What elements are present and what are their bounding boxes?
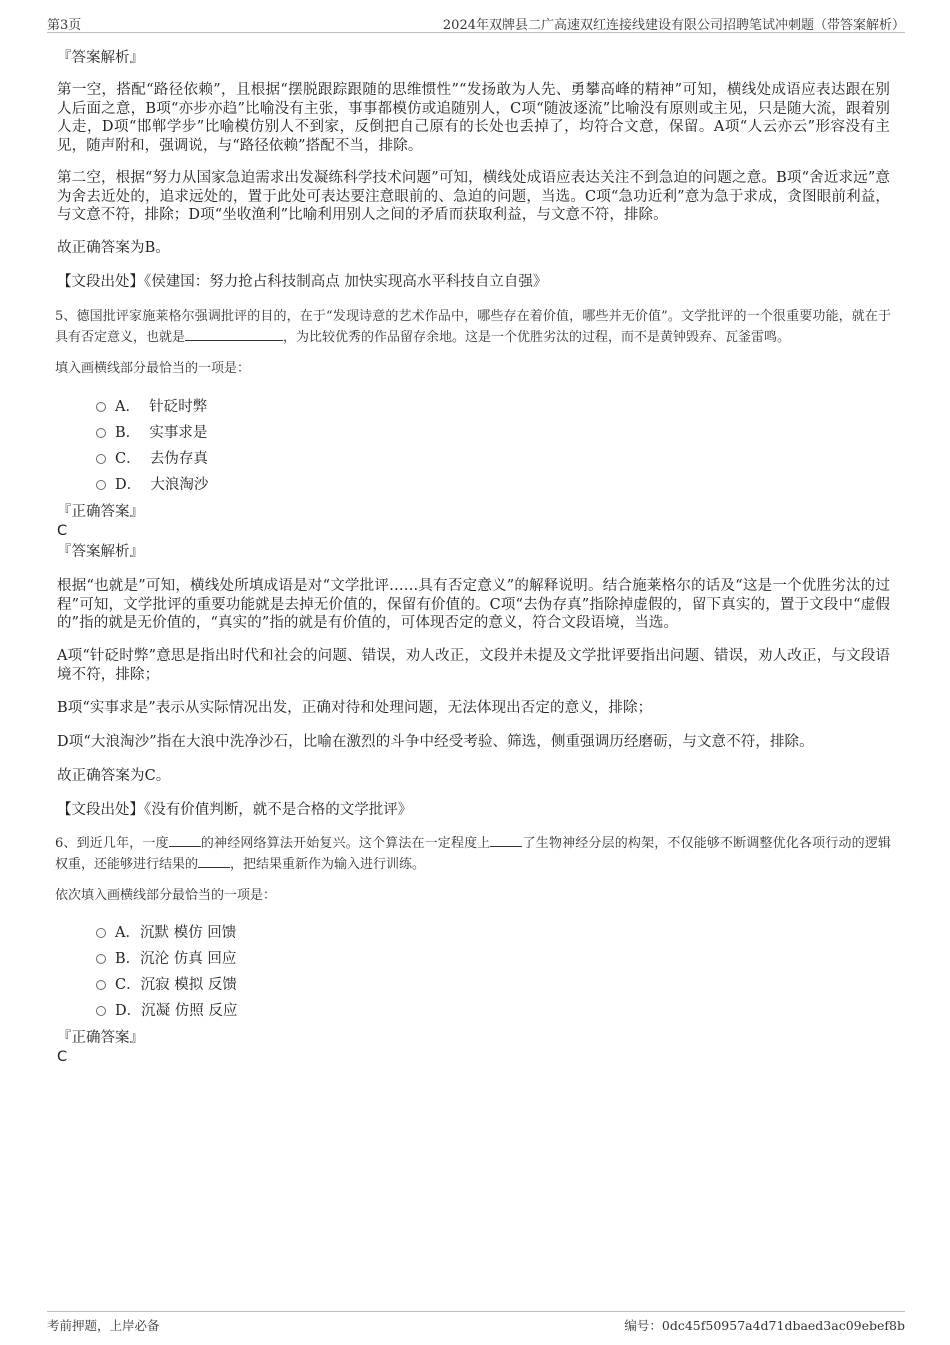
q5-answer: C — [57, 523, 68, 539]
footer-slogan: 考前押题，上岸必备 — [47, 1318, 160, 1333]
q5-stem-part-1: 5、德国批评家施莱格尔强调批评的目的，在于“发现诗意的艺术作品中，哪些存在着价值，哪些并无价值”。文学批评的一个很重要功能，就在于具有否定意义，也就是 — [55, 309, 891, 345]
q4-source: 【文段出处】《侯建国：努力抢占科技制高点 加快实现高水平科技自立自强》 — [57, 274, 548, 290]
q5-option-c[interactable]: C． 去伪存真 — [96, 450, 208, 468]
q6-option-d[interactable]: D．沉凝 仿照 反应 — [96, 1002, 237, 1020]
q6-instruction: 依次填入画横线部分最恰当的一项是： — [55, 888, 277, 903]
q6-stem — [55, 834, 891, 876]
q5-analysis-para-3: B项“实事求是”表示从实际情况出发，正确对待和处理问题，无法体现出否定的意义，排除； — [57, 700, 653, 716]
radio-icon[interactable] — [96, 402, 106, 412]
radio-icon[interactable] — [96, 480, 106, 490]
document-title: 2024年双牌县二广高速双红连接线建设有限公司招聘笔试冲刺题（带答案解析） — [442, 18, 905, 33]
q4-analysis-label: 『答案解析』 — [57, 50, 144, 66]
q5-blank — [185, 328, 283, 341]
q5-analysis-para-4: D项“大浪淘沙”指在大浪中洗净沙石，比喻在激烈的斗争中经受考验、筛选，侧重强调历经磨砺，与文意不符，排除。 — [57, 734, 814, 750]
q5-option-d[interactable]: D． 大浪淘沙 — [96, 476, 208, 494]
q5-stem — [55, 307, 891, 349]
q4-analysis-para-2: 第二空，根据“努力从国家急迫需求出发凝练科学技术问题”可知，横线处成语应表达关注不到急迫的问题之意。B项“舍近求远”意为舍去近处的，追求远处的，置于此处可表达要注意眼前的、急迫的问题，当选。C项“急功近利”意为急于求成，贪图眼前利益，与文意不符，排除；D项“坐收渔利”比喻利用别人之间的矛盾而获取利益，与文意不符，排除。 — [57, 170, 890, 224]
q6-blank-3 — [198, 855, 230, 868]
radio-icon[interactable] — [96, 954, 106, 964]
q5-analysis-para-1: 根据“也就是”可知，横线处所填成语是对“文学批评……具有否定意义”的解释说明。结合施莱格尔的话及“这是一个优胜劣汰的过程”可知，文学批评的重要功能就是去掉无价值的，保留有价值的。C项“去伪存真”指除掉虚假的，留下真实的，置于文段中“虚假的”指的就是无价值的，“真实的”指的就是有价值的，可体现否定的意义，符合文段语境，当选。 — [57, 578, 890, 632]
radio-icon[interactable] — [96, 428, 106, 438]
q6-option-c[interactable]: C．沉寂 模拟 反馈 — [96, 976, 237, 994]
page-number: 第3页 — [47, 18, 82, 33]
q5-analysis-para-2: A项“针砭时弊”意思是指出时代和社会的问题、错误，劝人改正，文段并未提及文学批评要指出问题、错误，劝人改正，与文段语境不符，排除； — [57, 648, 890, 683]
q6-stem-part-3: 了生物神经分层的构架，不仅能够不断调整优化各项行动的逻辑权重，还能够进行结果的 — [55, 836, 891, 872]
page-header — [47, 12, 905, 33]
q5-instruction: 填入画横线部分最恰当的一项是： — [55, 361, 251, 376]
q5-source: 【文段出处】《没有价值判断，就不是合格的文学批评》 — [57, 802, 413, 818]
q5-analysis-label: 『答案解析』 — [57, 544, 144, 560]
q5-option-a[interactable]: A． 针砭时弊 — [96, 398, 207, 416]
q5-conclusion: 故正确答案为C。 — [57, 768, 171, 784]
radio-icon[interactable] — [96, 1006, 106, 1016]
radio-icon[interactable] — [96, 454, 106, 464]
q6-option-a[interactable]: A．沉默 模仿 回馈 — [96, 924, 236, 942]
q4-analysis-para-1: 第一空，搭配“路径依赖”，且根据“摆脱跟踪跟随的思维惯性”“发扬敢为人先、勇攀高峰的精神”可知，横线处成语应表达跟在别人后面之意，B项“亦步亦趋”比喻没有主张，事事都模仿或追随别人，C项“随波逐流”比喻没有原则或主见，只是随大流，跟着别人走，D项“邯郸学步”比喻模仿别人不到家，反倒把自己原有的长处也丢掉了，均符合文意，保留。A项“人云亦云”形容没有主见，随声附和，强调说，与“路径依赖”搭配不当，排除。 — [57, 82, 890, 154]
q5-option-b[interactable]: B． 实事求是 — [96, 424, 207, 442]
q6-answer-label: 『正确答案』 — [57, 1030, 144, 1046]
q6-blank-1 — [169, 834, 201, 847]
document-id: 编号：0dc45f50957a4d71dbaed3ac09ebef8b — [624, 1318, 905, 1333]
q6-option-b[interactable]: B．沉沦 仿真 回应 — [96, 950, 236, 968]
q6-stem-part-4: ，把结果重新作为输入进行训练。 — [230, 856, 426, 872]
q6-stem-part-1: 6、到近几年，一度 — [55, 836, 169, 851]
q6-answer: C — [57, 1049, 68, 1065]
q4-conclusion: 故正确答案为B。 — [57, 240, 170, 256]
q6-stem-part-2: 的神经网络算法开始复兴。这个算法在一定程度上 — [200, 836, 491, 851]
q6-blank-2 — [490, 834, 522, 847]
radio-icon[interactable] — [96, 980, 106, 990]
q5-answer-label: 『正确答案』 — [57, 504, 144, 520]
q5-stem-part-2: ，为比较优秀的作品留存余地。这是一个优胜劣汰的过程，而不是黄钟毁弃、瓦釜雷鸣。 — [283, 329, 791, 345]
page-footer — [47, 1311, 905, 1334]
radio-icon[interactable] — [96, 928, 106, 938]
